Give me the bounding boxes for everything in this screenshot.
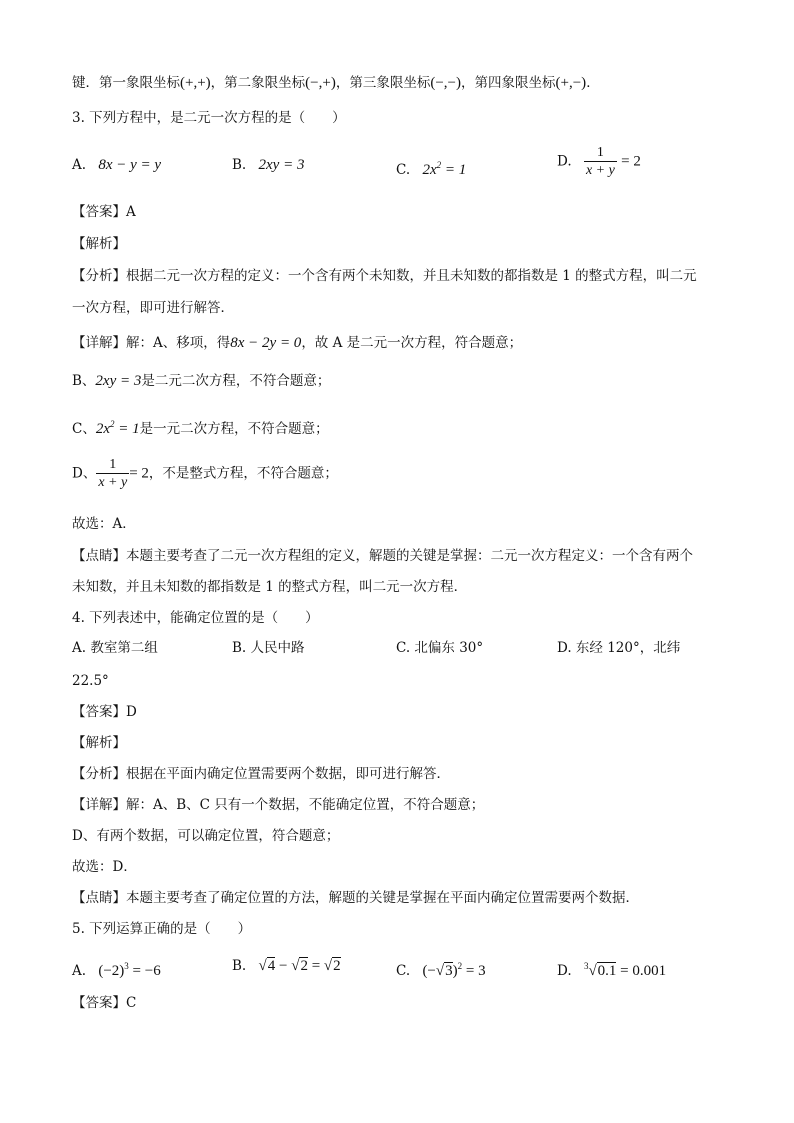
text-segment: 是二元二次方程，不符合题意；	[141, 373, 331, 389]
option-4d-continued: 22.5°	[72, 673, 109, 689]
radicand: 2	[333, 958, 341, 974]
detail-3-c	[72, 414, 329, 439]
radicand: 0.1	[597, 963, 617, 979]
math-part: )	[452, 963, 458, 979]
text-segment: 本题主要考查了确定位置的方法，解题的关键是掌握在平面内确定位置需要两个数据．	[126, 890, 639, 906]
comment-4	[72, 888, 639, 908]
tag: 【答案】	[72, 995, 126, 1011]
question-4: 4. 下列表述中，能确定位置的是（ ）	[72, 610, 319, 626]
answer-value: C	[126, 995, 137, 1011]
answer-value: A	[126, 204, 136, 220]
math-expression: 8x − 2y = 0	[230, 335, 302, 351]
analysis-heading-4: 【解析】	[72, 735, 126, 751]
radical-sign: √	[588, 963, 597, 979]
math-expression	[584, 963, 666, 979]
math-expression: 2xy = 3	[258, 157, 305, 173]
tag: 【详解】	[72, 335, 126, 351]
option-4c: C. 北偏东 30°	[396, 640, 484, 656]
tag: 【分析】	[72, 268, 126, 284]
detail-3-a	[72, 333, 522, 353]
option-label: D.	[557, 153, 572, 170]
comment-3-line1	[72, 546, 693, 566]
exponent: 2	[436, 160, 442, 170]
denominator: x + y	[98, 475, 128, 490]
exponent: 3	[124, 961, 129, 971]
option-4a: A. 教室第二组	[72, 640, 158, 656]
numerator: 1	[96, 456, 129, 474]
text-segment: 本题主要考查了二元一次方程组的定义，解题的关键是掌握：二元一次方程定义：一个含有两个	[126, 548, 693, 564]
radicand: 3	[445, 963, 453, 979]
choice-4: 故选：D．	[72, 859, 137, 875]
answer-3	[72, 202, 136, 222]
tag: 【答案】	[72, 704, 126, 720]
tag: 【点睛】	[72, 890, 126, 906]
math-part: = √	[307, 958, 333, 974]
math-part: 2x	[422, 162, 437, 178]
option-label: C.	[396, 963, 411, 979]
option-label: A.	[72, 963, 87, 979]
detail-3-b	[72, 371, 330, 391]
quadrant-sign-sentence	[72, 73, 600, 93]
math-expression: 2xy = 3	[95, 373, 142, 389]
choice-3: 故选：A．	[72, 516, 136, 532]
option-3c	[396, 155, 466, 180]
detail-4-a	[72, 795, 484, 815]
math-expression	[422, 162, 466, 178]
tag: 【分析】	[72, 766, 126, 782]
text-segment: ．	[586, 75, 600, 91]
math-expression: (−,+)	[305, 75, 336, 91]
analysis-4	[72, 764, 450, 784]
text-segment: 根据在平面内确定位置需要两个数据，即可进行解答．	[126, 766, 450, 782]
text-segment: ，第三象限坐标	[335, 75, 431, 91]
text-segment: ，第四象限坐标	[461, 75, 556, 91]
answer-4	[72, 702, 137, 722]
math-expression: (−,−)	[430, 75, 462, 91]
radicand: 4	[267, 958, 276, 974]
math-part: = 0.001	[616, 963, 667, 979]
text-segment: C、	[72, 421, 96, 437]
denominator: x + y	[585, 163, 615, 178]
math-part: = 3	[462, 963, 486, 979]
text-segment: B、	[72, 373, 96, 389]
option-3d	[557, 144, 641, 179]
answer-value: D	[126, 704, 137, 720]
option-label: B.	[232, 958, 247, 974]
option-4b: B. 人民中路	[232, 640, 305, 656]
option-label: C.	[396, 162, 411, 178]
numerator: 1	[584, 144, 617, 162]
math-part: = 1	[114, 421, 140, 437]
option-5d	[557, 956, 666, 981]
math-part: 2x	[95, 421, 111, 437]
math-part: − √	[275, 958, 300, 974]
math-expression: (+,−)	[555, 75, 587, 91]
tag: 【详解】	[72, 797, 126, 813]
tag: 【答案】	[72, 204, 126, 220]
math-expression: = 2	[129, 465, 149, 482]
option-5c	[396, 956, 486, 981]
text-segment: D、	[72, 465, 97, 482]
analysis-3-line1	[72, 266, 697, 286]
detail-4-b: D、有两个数据，可以确定位置，符合题意；	[72, 828, 340, 844]
analysis-heading-3: 【解析】	[72, 236, 126, 252]
option-5b	[232, 956, 341, 976]
option-label: A.	[72, 157, 87, 173]
question-3: 3. 下列方程中，是二元一次方程的是（ ）	[72, 110, 346, 126]
math-part: (−2)	[98, 963, 125, 979]
math-expression	[98, 963, 160, 979]
math-expression: (+,+)	[180, 75, 211, 91]
text-segment: ，第二象限坐标	[210, 75, 306, 91]
math-part: (−√	[422, 963, 445, 979]
math-expression	[96, 421, 140, 437]
math-expression: = 2	[621, 153, 641, 170]
comment-3-line2: 未知数，并且未知数的都指数是 1 的整式方程，叫二元一次方程．	[72, 579, 468, 595]
fraction	[96, 456, 129, 491]
text-segment: 键．第一象限坐标	[72, 75, 180, 91]
analysis-3-line2: 一次方程，即可进行解答．	[72, 300, 234, 316]
text-segment: 解：A、B、C 只有一个数据，不能确定位置，不符合题意；	[126, 797, 485, 813]
detail-3-d	[72, 456, 338, 491]
math-expression	[259, 958, 341, 974]
text-segment: 解：A、移项，得	[126, 335, 231, 351]
question-5: 5. 下列运算正确的是（ ）	[72, 921, 252, 937]
math-expression	[422, 963, 485, 979]
exponent: 2	[457, 961, 463, 971]
root-index: 3	[583, 961, 589, 971]
text-segment: 是一元二次方程，不符合题意；	[139, 421, 329, 437]
exponent: 2	[110, 419, 115, 429]
answer-5	[72, 993, 136, 1013]
tag: 【点睛】	[72, 548, 126, 564]
option-label: B.	[232, 157, 247, 173]
text-segment: ，故 A 是二元一次方程，符合题意；	[301, 335, 523, 351]
option-label: D.	[557, 963, 572, 979]
option-3b	[232, 155, 304, 175]
option-5a	[72, 956, 161, 981]
option-3a	[72, 155, 161, 175]
radical-sign: √	[258, 958, 267, 974]
text-segment: 根据二元一次方程的定义：一个含有两个未知数，并且未知数的都指数是 1 的整式方程，叫二元	[126, 268, 697, 284]
math-part: = −6	[128, 963, 161, 979]
option-4d: D. 东经 120°，北纬	[557, 640, 681, 656]
math-expression: 8x − y = y	[98, 157, 162, 173]
text-segment: ，不是整式方程，不符合题意；	[148, 465, 338, 482]
fraction	[584, 144, 617, 179]
math-part: = 1	[441, 162, 467, 178]
radicand: 2	[300, 958, 308, 974]
